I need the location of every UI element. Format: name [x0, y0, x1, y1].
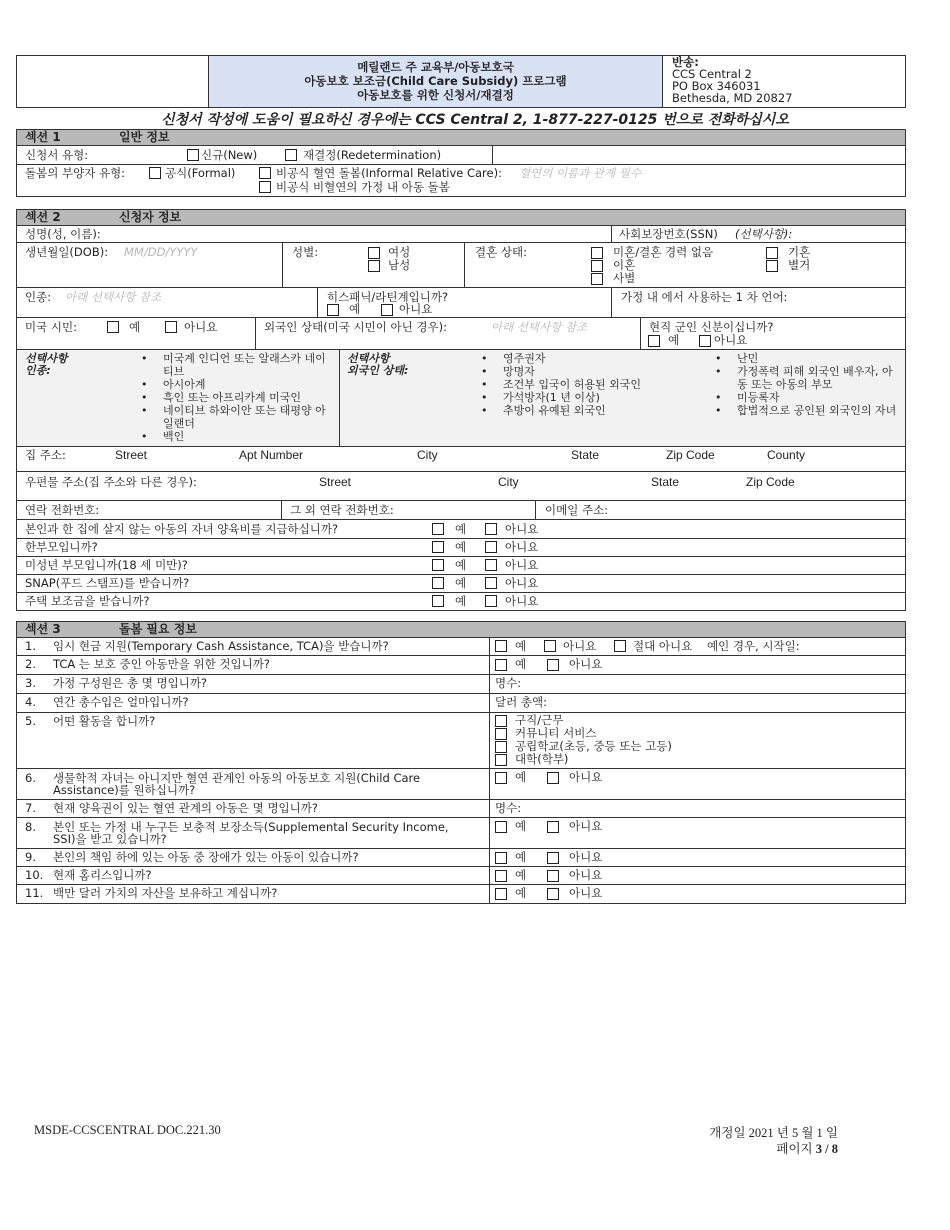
agency-line-2: 아동보호 보조금(Child Care Subsidy) 프로그램 [304, 74, 567, 88]
snap-no-checkbox[interactable] [485, 577, 497, 589]
q9-yes-checkbox[interactable] [495, 852, 507, 864]
support-row [16, 520, 906, 539]
military-no-label: 아니요 [714, 333, 748, 347]
home-county: County [767, 448, 806, 462]
q6-no-label: 아니요 [569, 770, 603, 784]
citizen-yes-label: 예 [129, 320, 141, 334]
mail-address-label: 우편물 주소(집 주소와 다른 경우): [25, 475, 197, 489]
mail-zip: Zip Code [746, 475, 795, 489]
alien-option: • 합법적으로 공인된 외국인의 자녀 [737, 404, 897, 417]
alien-hint: 아래 선택사항 참조 [491, 320, 588, 334]
hispanic-label: 히스패닉/라틴계입니까? [327, 290, 449, 304]
single-parent-question: 한부모입니까? [25, 540, 98, 554]
q8-yes-checkbox[interactable] [495, 821, 507, 833]
section-2-number: 섹션 2 [25, 210, 61, 224]
q11-yes-checkbox[interactable] [495, 888, 507, 900]
q1-never-label: 절대 아니요 [633, 639, 693, 653]
formal-checkbox[interactable] [149, 167, 161, 179]
q1-no-label: 아니요 [563, 639, 597, 653]
race-row [16, 288, 906, 318]
q3-row [16, 675, 906, 694]
q6-text-line2: Assistance)를 원하십니까? [53, 783, 196, 797]
q9-no-label: 아니요 [569, 850, 603, 864]
q2-number: 2. [25, 657, 36, 671]
act-school-checkbox[interactable] [495, 741, 507, 753]
q3-text: 가정 구성원은 총 몇 명입니까? [53, 676, 208, 690]
q2-yes-label: 예 [515, 657, 527, 671]
marital-label: 결혼 상태: [475, 245, 527, 259]
mail-city: City [498, 475, 519, 489]
married-checkbox[interactable] [766, 247, 778, 259]
separated-label: 별거 [788, 258, 811, 272]
redet-label: 재결정(Redetermination) [303, 148, 442, 162]
home-apt: Apt Number [239, 448, 304, 462]
phone-label: 연락 전화번호: [25, 503, 100, 517]
agency-line-1: 메릴랜드 주 교육부/아동보호국 [357, 60, 514, 74]
informal-relative-hint: 혈연의 이름과 관계 필수 [519, 166, 642, 180]
housing-yes-label: 예 [455, 594, 467, 608]
never-married-checkbox[interactable] [591, 247, 603, 259]
q2-no-checkbox[interactable] [547, 659, 559, 671]
home-address-row [16, 447, 906, 472]
divorced-checkbox[interactable] [591, 260, 603, 272]
q10-row [16, 867, 906, 885]
informal-relative-label: 비공식 혈연 돌봄(Informal Relative Care): [276, 166, 502, 180]
alien-option: • 망명자 [503, 365, 658, 378]
section-2-title: 신청자 정보 [119, 210, 182, 224]
redet-checkbox[interactable] [285, 149, 297, 161]
q8-yes-label: 예 [515, 819, 527, 833]
q5-row [16, 713, 906, 769]
q10-yes-label: 예 [515, 868, 527, 882]
snap-question: SNAP(푸드 스탬프)를 받습니까? [25, 576, 190, 590]
mail-address-row [16, 472, 906, 501]
citizen-no-label: 아니요 [184, 320, 218, 334]
widowed-label: 사별 [613, 271, 636, 285]
section-1-number: 섹션 1 [25, 130, 61, 144]
q3-count-label: 명수: [495, 676, 522, 690]
footer-revised: 개정일 2021 년 5 월 1 일 [709, 1126, 838, 1140]
housing-row [16, 593, 906, 611]
housing-question: 주택 보조금을 받습니까? [25, 594, 150, 608]
q1-yes-checkbox[interactable] [495, 640, 507, 652]
q8-no-label: 아니요 [569, 819, 603, 833]
home-zip: Zip Code [666, 448, 715, 462]
q10-text: 현재 홈리스입니까? [53, 868, 152, 882]
dob-label: 생년월일(DOB): [25, 245, 109, 259]
single-no-label: 아니요 [505, 540, 539, 554]
alien-option: • 난민 [737, 352, 897, 365]
agency-line-3: 아동보호를 위한 신청서/재결정 [357, 88, 514, 102]
q9-yes-label: 예 [515, 850, 527, 864]
housing-no-label: 아니요 [505, 594, 539, 608]
section-3-header [16, 621, 906, 638]
act-college-label: 대학(학부) [515, 752, 569, 766]
race-option: • 네이티브 하와이안 또는 태평양 아일랜더 [163, 404, 333, 430]
informal-nonrelative-checkbox[interactable] [259, 181, 271, 193]
minor-no-checkbox[interactable] [485, 559, 497, 571]
name-label: 성명(성, 이름): [25, 227, 101, 241]
q8-row [16, 818, 906, 849]
q7-number: 7. [25, 801, 36, 815]
return-addr-1: CCS Central 2 [672, 67, 752, 81]
never-married-label: 미혼/결혼 경력 없음 [613, 245, 714, 259]
footer-page-number: 3 / 8 [815, 1142, 838, 1156]
informal-relative-checkbox[interactable] [259, 167, 271, 179]
home-address-label: 집 주소: [25, 448, 66, 462]
s1-care-type-row [16, 165, 906, 197]
q3-number: 3. [25, 676, 36, 690]
q11-yes-label: 예 [515, 886, 527, 900]
footer-doc-id: MSDE-CCSCENTRAL DOC.221.30 [34, 1123, 221, 1137]
help-line: 신청서 작성에 도움이 필요하신 경우에는 CCS Central 2, 1-877-227-0125 번으로 전화하십시오 [161, 112, 789, 128]
military-yes-checkbox[interactable] [648, 335, 660, 347]
q11-number: 11. [25, 886, 44, 900]
single-yes-label: 예 [455, 540, 467, 554]
male-checkbox[interactable] [368, 260, 380, 272]
s1-app-type-row [16, 146, 906, 165]
q4-text: 연간 총수입은 얼마입니까? [53, 695, 189, 709]
race-label: 인종: [25, 290, 52, 304]
support-yes-label: 예 [455, 522, 467, 536]
q2-yes-checkbox[interactable] [495, 659, 507, 671]
alien-options-list-b [737, 352, 897, 417]
q10-no-checkbox[interactable] [547, 870, 559, 882]
phone-row [16, 501, 906, 520]
options-row [16, 350, 906, 447]
military-yes-label: 예 [668, 333, 680, 347]
section-1-header [16, 129, 906, 146]
widowed-checkbox[interactable] [591, 273, 603, 285]
section-3-number: 섹션 3 [25, 622, 61, 636]
q8-number: 8. [25, 820, 36, 834]
alien-label: 외국인 상태(미국 시민이 아닌 경우): [264, 320, 447, 334]
citizen-row [16, 318, 906, 350]
single-no-checkbox[interactable] [485, 541, 497, 553]
female-checkbox[interactable] [368, 247, 380, 259]
minor-parent-row [16, 557, 906, 575]
divorced-label: 이혼 [613, 258, 636, 272]
snap-row [16, 575, 906, 593]
q8-text-line1: 본인 또는 가정 내 누구든 보충적 보장소득(Supplemental Security Income, [53, 820, 449, 834]
q11-no-label: 아니요 [569, 886, 603, 900]
q8-text-line2: SSI)을 받고 있습니까? [53, 832, 167, 846]
hispanic-no-label: 아니요 [399, 302, 433, 316]
ssn-label: 사회보장번호(SSN) [619, 227, 718, 241]
q10-number: 10. [25, 868, 44, 882]
home-state: State [571, 448, 600, 462]
race-option: • 아시아계 [163, 378, 333, 391]
q4-number: 4. [25, 695, 36, 709]
support-no-checkbox[interactable] [485, 523, 497, 535]
email-label: 이메일 주소: [545, 503, 609, 517]
q1-never-checkbox[interactable] [614, 640, 626, 652]
citizen-label: 미국 시민: [25, 320, 77, 334]
alien-option: • 영주권자 [503, 352, 658, 365]
race-option: • 백인 [163, 430, 333, 443]
q10-no-label: 아니요 [569, 868, 603, 882]
q2-row [16, 656, 906, 675]
section-3-title: 돌봄 필요 정보 [119, 622, 197, 636]
q6-row [16, 769, 906, 800]
return-label: 반송: [672, 55, 699, 69]
return-addr-2: PO Box 346031 [672, 79, 761, 93]
q5-number: 5. [25, 714, 36, 728]
married-label: 기혼 [788, 245, 811, 259]
minor-yes-label: 예 [455, 558, 467, 572]
q1-number: 1. [25, 639, 36, 653]
race-options-title-2: 인종: [25, 364, 51, 377]
military-label: 현직 군인 신분이십니까? [649, 320, 774, 334]
q1-text: 임시 현금 지원(Temporary Cash Assistance, TCA)을 받습니까? [53, 639, 389, 653]
race-option: • 미국계 인디언 또는 알래스카 네이티브 [163, 352, 333, 378]
support-question: 본인과 한 집에 살지 않는 아동의 자녀 양육비를 지급하십니까? [25, 522, 339, 536]
act-community-label: 커뮤니티 서비스 [515, 726, 597, 740]
separated-checkbox[interactable] [766, 260, 778, 272]
q2-text: TCA 는 보호 중인 아동만을 위한 것입니까? [53, 657, 270, 671]
minor-no-label: 아니요 [505, 558, 539, 572]
app-type-label: 신청서 유형: [25, 148, 89, 162]
alien-option: • 가정폭력 피해 외국인 배우자, 아동 또는 아동의 부모 [737, 365, 897, 391]
footer-page [776, 1139, 838, 1157]
military-no-checkbox[interactable] [699, 335, 711, 347]
q6-yes-label: 예 [515, 770, 527, 784]
q9-number: 9. [25, 850, 36, 864]
alien-option: • 추방이 유예된 외국인 [503, 404, 658, 417]
agency-title-block [208, 56, 663, 107]
q1-row [16, 638, 906, 656]
single-yes-checkbox[interactable] [432, 541, 444, 553]
q6-number: 6. [25, 771, 36, 785]
q10-yes-checkbox[interactable] [495, 870, 507, 882]
q2-no-label: 아니요 [569, 657, 603, 671]
formal-label: 공식(Formal) [165, 166, 236, 180]
sex-label: 성별: [292, 245, 319, 259]
ssn-optional: (선택사항): [735, 227, 793, 241]
section-2-header [16, 209, 906, 226]
q11-no-checkbox[interactable] [547, 888, 559, 900]
q4-row [16, 694, 906, 713]
new-label: 신규(New) [201, 148, 258, 162]
return-address [672, 56, 793, 104]
hispanic-yes-checkbox[interactable] [327, 304, 339, 316]
q8-no-checkbox[interactable] [547, 821, 559, 833]
home-city: City [417, 448, 438, 462]
race-option: • 흑인 또는 아프리카계 미국인 [163, 391, 333, 404]
snap-yes-label: 예 [455, 576, 467, 590]
q7-text: 현재 양육권이 있는 혈연 관계의 아동은 몇 명입니까? [53, 801, 318, 815]
act-job-checkbox[interactable] [495, 715, 507, 727]
support-yes-checkbox[interactable] [432, 523, 444, 535]
hispanic-yes-label: 예 [349, 302, 361, 316]
q1-start-date-label: 예인 경우, 시작일: [707, 639, 800, 653]
race-hint: 아래 선택사항 참조 [65, 290, 162, 304]
footer-page-label: 페이지 [776, 1142, 813, 1156]
mail-street: Street [319, 475, 352, 489]
snap-no-label: 아니요 [505, 576, 539, 590]
care-type-label: 돌봄의 부양자 유형: [25, 166, 126, 180]
home-street: Street [115, 448, 148, 462]
single-parent-row [16, 539, 906, 557]
male-label: 남성 [388, 258, 411, 272]
q9-row [16, 849, 906, 867]
q11-text: 백만 달러 가치의 자산을 보유하고 계십니까? [53, 886, 278, 900]
informal-nonrelative-label: 비공식 비혈연의 가정 내 아동 돌봄 [276, 180, 450, 194]
citizen-no-checkbox[interactable] [165, 321, 177, 333]
alien-options-title-2: 외국인 상태: [347, 364, 409, 377]
race-options-title-1: 선택사항 [25, 352, 68, 365]
citizen-yes-checkbox[interactable] [107, 321, 119, 333]
return-addr-3: Bethesda, MD 20827 [672, 91, 793, 105]
housing-no-checkbox[interactable] [485, 595, 497, 607]
q1-yes-label: 예 [515, 639, 527, 653]
act-school-label: 공립학교(초등, 중등 또는 고등) [515, 739, 672, 753]
q11-row [16, 885, 906, 904]
minor-parent-question: 미성년 부모입니까(18 세 미만)? [25, 558, 188, 572]
female-label: 여성 [388, 245, 411, 259]
language-label: 가정 내 에서 사용하는 1 차 언어: [621, 290, 788, 304]
q5-text: 어떤 활동을 합니까? [53, 714, 156, 728]
q7-count-label: 명수: [495, 801, 522, 815]
act-job-label: 구직/근무 [515, 713, 564, 727]
alien-options-list-a [503, 352, 658, 417]
q4-dollar-label: 달러 총액: [495, 695, 547, 709]
act-community-checkbox[interactable] [495, 728, 507, 740]
name-row [16, 226, 906, 243]
alien-option: • 가석방자(1 년 이상) [503, 391, 658, 404]
support-no-label: 아니요 [505, 522, 539, 536]
q6-text-line1: 생물학적 자녀는 아니지만 혈연 관계인 아동의 아동보호 지원(Child Care [53, 771, 421, 785]
q9-text: 본인의 책임 하에 있는 아동 중 장애가 있는 아동이 있습니까? [53, 850, 359, 864]
q7-row [16, 800, 906, 818]
race-options-list [163, 352, 333, 443]
hispanic-no-checkbox[interactable] [381, 304, 393, 316]
new-checkbox[interactable] [187, 149, 199, 161]
dob-row [16, 243, 906, 288]
section-1-title: 일반 정보 [119, 130, 170, 144]
housing-yes-checkbox[interactable] [432, 595, 444, 607]
q6-no-checkbox[interactable] [547, 772, 559, 784]
mail-state: State [651, 475, 680, 489]
alien-option: • 미등록자 [737, 391, 897, 404]
minor-yes-checkbox[interactable] [432, 559, 444, 571]
act-college-checkbox[interactable] [495, 754, 507, 766]
alien-option: • 조건부 입국이 허용된 외국인 [503, 378, 658, 391]
q6-yes-checkbox[interactable] [495, 772, 507, 784]
q9-no-checkbox[interactable] [547, 852, 559, 864]
dob-placeholder: MM/DD/YYYY [124, 245, 198, 259]
q1-no-checkbox[interactable] [544, 640, 556, 652]
alien-options-title-1: 선택사항 [347, 352, 390, 365]
other-phone-label: 그 외 연락 전화번호: [290, 503, 394, 517]
snap-yes-checkbox[interactable] [432, 577, 444, 589]
